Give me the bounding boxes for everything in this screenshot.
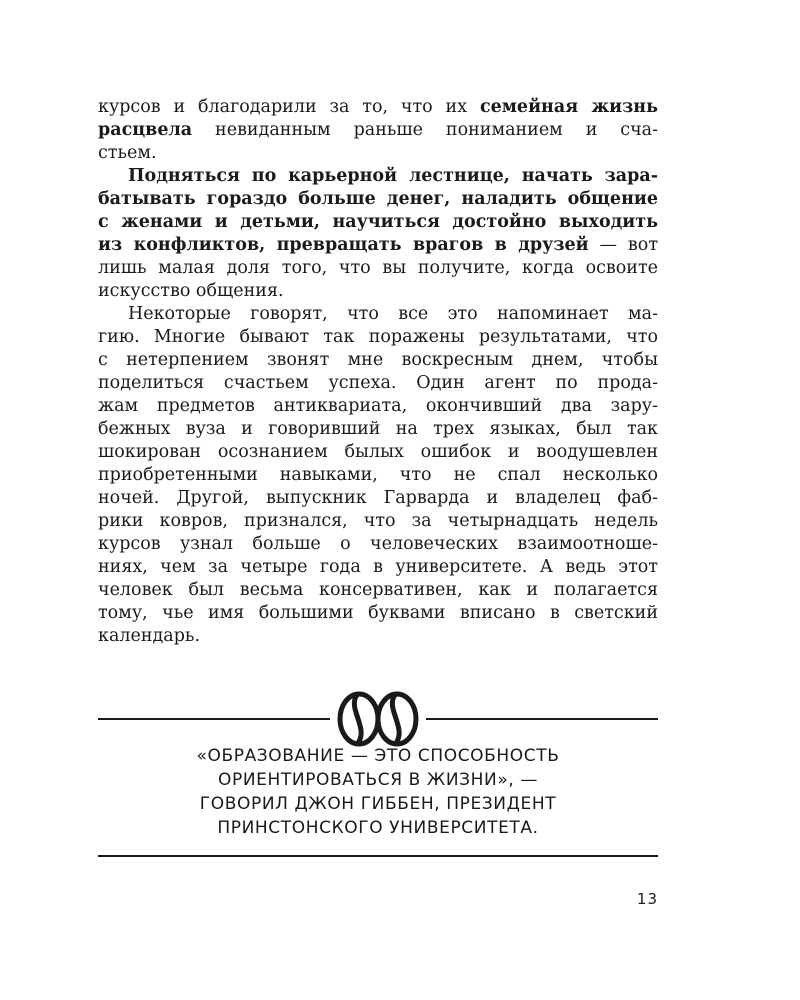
quote-line: «ОБРАЗОВАНИЕ — ЭТО СПОСОБНОСТЬ <box>196 746 560 766</box>
text-run: рики ковров, признался, что за четырнадцать недель <box>98 511 658 531</box>
text-line <box>98 188 658 211</box>
text-line <box>98 487 658 510</box>
bold-text: семейная жизнь <box>479 97 658 117</box>
text-run: приобретенными навыками, что не спал несколько <box>98 465 658 485</box>
text-line <box>98 464 658 487</box>
text-line <box>98 556 658 579</box>
text-line <box>98 326 658 349</box>
text-run: стьем. <box>98 143 157 163</box>
bold-text: Подняться по карьерной лестнице, начать зара- <box>128 166 658 186</box>
text-line <box>98 395 658 418</box>
text-run: ночей. Другой, выпускник Гарварда и владелец фаб- <box>98 488 658 508</box>
quote-divider <box>98 688 658 748</box>
text-line <box>98 602 658 625</box>
text-run: поделиться счастьем успеха. Один агент по прода- <box>98 373 658 393</box>
text-line <box>98 372 658 395</box>
text-run: бежных вуза и говоривший на трех языках, был так <box>98 419 658 439</box>
text-run: — вот <box>588 235 658 255</box>
text-run: жам предметов антиквариата, окончивший два зару- <box>98 396 658 416</box>
text-line <box>98 441 658 464</box>
quote-line: ГОВОРИЛ ДЖОН ГИББЕН, ПРЕЗИДЕНТ <box>199 794 557 814</box>
text-line <box>98 119 658 142</box>
text-run: с нетерпением звонят мне воскресным днем, чтобы <box>98 350 658 370</box>
text-run: календарь. <box>98 626 201 646</box>
text-line <box>98 165 658 188</box>
text-run: курсов и благодарили за то, что их <box>98 97 480 117</box>
divider-rule-left <box>98 718 330 720</box>
coffee-beans-icon <box>334 688 422 750</box>
text-run: гию. Многие бывают так поражены результатами, что <box>98 327 658 347</box>
text-run: Некоторые говорят, что все это напоминает ма- <box>128 304 658 324</box>
bold-text: расцвела <box>98 120 193 140</box>
quote-bottom-rule <box>98 855 658 857</box>
divider-rule-right <box>426 718 658 720</box>
text-line <box>98 234 658 257</box>
text-run: тому, чье имя большими буквами вписано в светский <box>98 603 658 623</box>
text-run: шокирован осознанием былых ошибок и воодушевлен <box>98 442 658 462</box>
quote-line: ПРИНСТОНСКОГО УНИВЕРСИТЕТА. <box>217 818 539 838</box>
bold-text: батывать гораздо больше денег, наладить общение <box>98 189 658 209</box>
text-run: курсов узнал больше о человеческих взаимоотноше- <box>98 534 658 554</box>
text-run: лишь малая доля того, что вы получите, когда освоите <box>98 258 658 278</box>
text-line <box>98 96 658 119</box>
page-number: 13 <box>636 890 658 908</box>
text-run: искусство общения. <box>98 281 284 301</box>
text-line <box>98 211 658 234</box>
text-line <box>98 510 658 533</box>
text-run: ниях, чем за четыре года в университете. А ведь этот <box>98 557 658 577</box>
text-line <box>98 257 658 280</box>
pull-quote <box>98 744 658 840</box>
text-line <box>98 625 658 648</box>
text-line <box>98 280 658 303</box>
text-line <box>98 418 658 441</box>
text-line <box>98 533 658 556</box>
body-text <box>98 96 658 648</box>
quote-line: ОРИЕНТИРОВАТЬСЯ В ЖИЗНИ», — <box>218 770 538 790</box>
text-line <box>98 579 658 602</box>
bold-text: из конфликтов, превращать врагов в друзей <box>98 235 589 255</box>
text-run: невиданным раньше пониманием и сча- <box>192 120 658 140</box>
bold-text: с женами и детьми, научиться достойно выходить <box>98 212 658 232</box>
text-run: человек был весьма консервативен, как и полагается <box>98 580 658 600</box>
text-line <box>98 349 658 372</box>
text-line <box>98 142 658 165</box>
text-line <box>98 303 658 326</box>
